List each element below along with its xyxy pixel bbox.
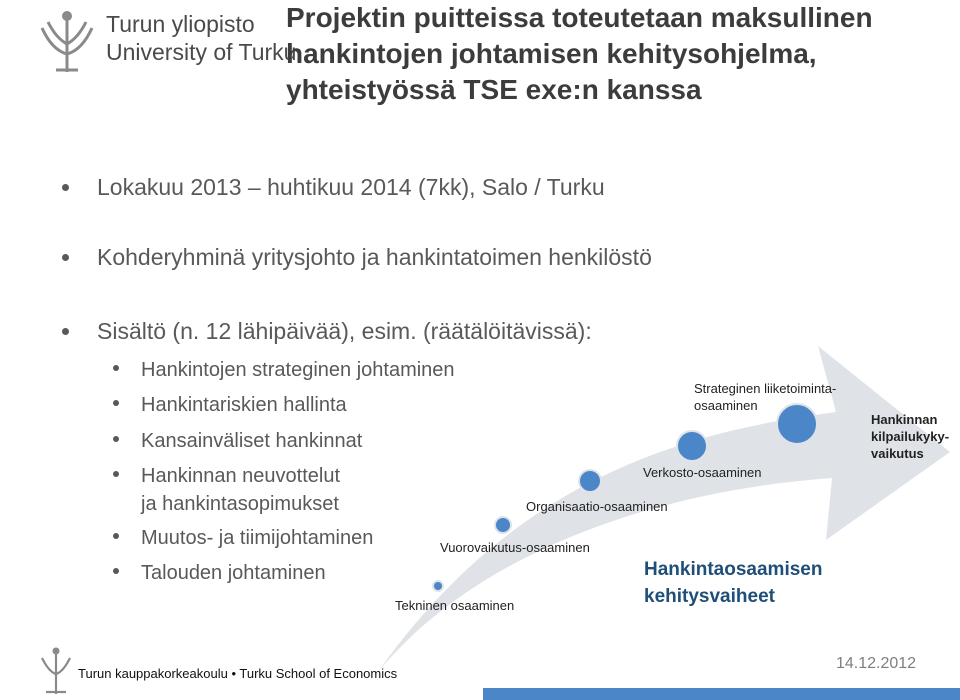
school-emblem-icon <box>36 646 76 698</box>
title-line: hankintojen johtamisen kehitysohjelma, <box>286 38 817 69</box>
stage-dot-verkosto <box>677 431 707 461</box>
stage-label-strateginen: Strateginen liiketoiminta- <box>694 381 837 396</box>
logo-line-finnish: Turun yliopisto <box>106 11 255 37</box>
footer-school-name: Turun kauppakorkeakoulu • Turku School of Economics <box>78 666 398 681</box>
bullet-dot-icon <box>113 568 119 574</box>
stage-dot-tekninen <box>433 581 443 591</box>
diagram-title <box>644 556 822 610</box>
title-line: yhteistyössä TSE exe:n kanssa <box>286 74 702 105</box>
stage-label-vuorovaikutus: Vuorovaikutus-osaaminen <box>440 540 590 555</box>
bullet-dot-icon <box>113 436 119 442</box>
arrow-end-line: vaikutus <box>871 446 924 461</box>
arrow-end-line: kilpailukyky- <box>871 429 950 444</box>
bullet-dot-icon <box>62 184 69 191</box>
stage-label-tekninen: Tekninen osaaminen <box>395 598 515 613</box>
diagram-title-line: kehitysvaiheet <box>644 586 775 607</box>
arrow-end-line: Hankinnan <box>871 412 938 427</box>
stage-dot-organisaatio <box>579 470 601 492</box>
stage-label-organisaatio: Organisaatio-osaaminen <box>526 499 668 514</box>
footer-date: 14.12.2012 <box>836 655 917 672</box>
stage-dot-vuorovaikutus <box>495 517 511 533</box>
stage-label-strateginen-2: osaaminen <box>694 398 758 413</box>
bullet-dot-icon <box>62 254 69 261</box>
bullet-dot-icon <box>113 533 119 539</box>
bullet-dot-icon <box>113 365 119 371</box>
bullet-dot-icon <box>62 328 69 335</box>
logo-line-english: University of Turku <box>106 39 297 65</box>
title-line: Projektin puitteissa toteutetaan maksullinen <box>286 2 873 33</box>
stage-dot-strateginen <box>777 404 817 444</box>
diagram-title-line: Hankintaosaamisen <box>644 559 823 580</box>
stage-label-verkosto: Verkosto-osaaminen <box>643 465 762 480</box>
arrow-end-label <box>871 411 949 462</box>
bullet-dot-icon <box>113 400 119 406</box>
bullet-dot-icon <box>113 471 119 477</box>
